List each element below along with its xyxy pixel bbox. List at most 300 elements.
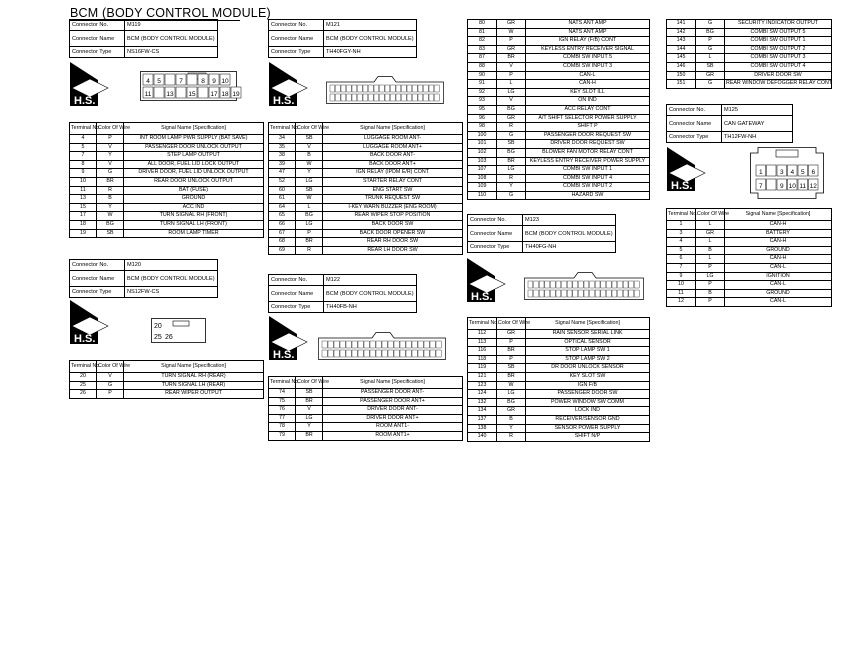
terminal-no: 8 (70, 160, 97, 169)
pin-cell (612, 281, 617, 288)
terminal-no: 25 (70, 381, 97, 390)
pin-cell (340, 341, 345, 348)
hs-badge (467, 258, 523, 302)
wire-color: W (296, 160, 323, 169)
header-terminal-no: Terminal No. (269, 377, 296, 389)
pin-cell (322, 341, 327, 348)
signal-name: I-KEY WARN BUZZER (ENG ROOM) (323, 203, 463, 212)
table-row (468, 148, 650, 157)
pin-cell (429, 85, 434, 92)
pin-label: 11 (799, 183, 807, 190)
table-row (468, 131, 650, 140)
wire-color: BG (97, 220, 124, 229)
terminal-no: 150 (667, 71, 696, 80)
header-terminal-no: Terminal No. (269, 123, 296, 135)
wire-color: SB (497, 364, 526, 373)
table-row (667, 272, 832, 281)
pin-cell (388, 341, 393, 348)
signal-name: OPTICAL SENSOR (526, 338, 650, 347)
pin-label: 18 (221, 91, 229, 98)
table-row (468, 338, 650, 347)
table-row (70, 186, 264, 195)
pin-cell (556, 290, 561, 297)
terminal-no: 47 (269, 169, 296, 178)
pin-cell (165, 74, 175, 85)
pin-cell (573, 281, 578, 288)
signal-name: DRIVER DOOR ANT- (323, 406, 463, 415)
label-connector-type: Connector Type (70, 287, 125, 298)
pin-cell (376, 341, 381, 348)
wire-color: GR (696, 229, 725, 238)
pin-cell (198, 87, 208, 98)
header-signal-name: Signal Name [Specification] (124, 123, 264, 135)
terminal-no: 118 (468, 355, 497, 364)
wire-color: R (497, 123, 526, 132)
terminal-no: 69 (269, 246, 296, 255)
wire-color: BR (296, 238, 323, 247)
header-terminal-no: Terminal No. (468, 318, 497, 330)
pin-cell (154, 87, 164, 98)
pin-cell (352, 85, 357, 92)
signal-name: BAT (FUSE) (124, 186, 264, 195)
terminal-no: 19 (70, 229, 97, 238)
pin-cell (606, 281, 611, 288)
wire-color: V (296, 143, 323, 152)
table-row (70, 390, 264, 399)
connector-type: TH40FG-NH (523, 242, 616, 253)
pin-cell (391, 94, 396, 101)
pin-cell (634, 290, 639, 297)
terminal-no: 64 (269, 203, 296, 212)
signal-name: PASSENGER DOOR ANT+ (323, 397, 463, 406)
signal-name: BATTERY (725, 229, 832, 238)
signal-name: PASSENGER DOOR UNLOCK OUTPUT (124, 143, 264, 152)
terminal-no: 68 (269, 238, 296, 247)
terminal-no: 12 (667, 298, 696, 307)
table-row (667, 229, 832, 238)
pin-cell (407, 85, 412, 92)
table-row (70, 169, 264, 178)
signal-name: COMBI SW INPUT 2 (526, 183, 650, 192)
wire-color: R (97, 186, 124, 195)
terminal-no: 116 (468, 347, 497, 356)
terminal-no: 88 (468, 62, 497, 71)
signal-name: RAIN SENSOR SERIAL LINK (526, 330, 650, 339)
terminal-no: 7 (70, 152, 97, 161)
table-row (269, 220, 463, 229)
wire-color: LG (497, 88, 526, 97)
signal-name: PASSENGER DOOR REQUEST SW (526, 131, 650, 140)
table-row (468, 183, 650, 192)
pin-cell (601, 290, 606, 297)
signal-name: CAN-L (725, 281, 832, 290)
pin-cell (590, 281, 595, 288)
signal-name: COMBI SW INPUT 4 (526, 174, 650, 183)
wire-color: LG (296, 177, 323, 186)
terminal-no: 35 (269, 143, 296, 152)
signal-name: COMBI SW INPUT 5 (526, 54, 650, 63)
pin-cell (352, 341, 357, 348)
pin-cell (346, 341, 351, 348)
label-connector-type: Connector Type (70, 47, 125, 58)
terminal-no: 140 (468, 433, 497, 442)
signal-name: REAR WIPER STOP POSITION (323, 212, 463, 221)
pin-cell (413, 85, 418, 92)
terminal-no: 76 (269, 406, 296, 415)
pin-cell (629, 281, 634, 288)
terminal-no: 109 (468, 183, 497, 192)
pin-cell (330, 94, 335, 101)
connector-type: NS16FW-CS (125, 47, 218, 58)
pin-cell (578, 290, 583, 297)
connector-name: BCM (BODY CONTROL MODULE) (324, 31, 417, 47)
connector-name: BCM (BODY CONTROL MODULE) (523, 226, 616, 242)
connector-face-m120 (151, 318, 206, 343)
table-row (468, 114, 650, 123)
wire-color: BR (97, 177, 124, 186)
terminal-no: 9 (70, 169, 97, 178)
pin-label: 9 (779, 183, 784, 190)
table-row (468, 37, 650, 46)
wire-color: GR (497, 330, 526, 339)
wire-color: G (696, 20, 725, 29)
pin-cell (176, 87, 186, 98)
wire-color: SB (296, 135, 323, 144)
signal-name: A/T SHIFT SELECTOR POWER SUPPLY (526, 114, 650, 123)
terminal-no: 98 (468, 123, 497, 132)
table-row (468, 381, 650, 390)
table-row (667, 20, 832, 29)
table-row (468, 20, 650, 29)
table-row (667, 62, 832, 71)
wire-color: BR (497, 347, 526, 356)
pin-cell (322, 350, 327, 357)
pin-cell (402, 85, 407, 92)
terminal-no: 10 (70, 177, 97, 186)
pin-label: 26 (165, 334, 173, 341)
table-row (468, 372, 650, 381)
terminal-no: 112 (468, 330, 497, 339)
pin-cell (430, 341, 435, 348)
wire-color: P (296, 229, 323, 238)
pin-cell (358, 85, 363, 92)
label-connector-name: Connector Name (667, 116, 722, 132)
pin-cell (334, 341, 339, 348)
table-row (468, 424, 650, 433)
pin-cell (424, 350, 429, 357)
pin-cell (330, 85, 335, 92)
signal-table-m123 (467, 317, 650, 442)
pin-cell (412, 341, 417, 348)
wire-color: BG (497, 148, 526, 157)
wire-color: BR (296, 397, 323, 406)
signal-name: KEYLESS ENTRY RECEIVER POWER SUPPLY (526, 157, 650, 166)
pin-cell (336, 94, 341, 101)
wire-color: BR (497, 54, 526, 63)
hs-label: H.S. (671, 180, 693, 192)
wire-color: Y (497, 424, 526, 433)
wire-color: B (97, 195, 124, 204)
table-row (468, 123, 650, 132)
signal-name: GROUND (124, 195, 264, 204)
signal-name: SHIFT N/P (526, 433, 650, 442)
terminal-no: 145 (667, 54, 696, 63)
wire-color: LG (296, 414, 323, 423)
signal-name: ACC IND (124, 203, 264, 212)
pin-cell (584, 290, 589, 297)
wire-color: P (696, 37, 725, 46)
terminal-no: 15 (70, 203, 97, 212)
connector-face-m121 (326, 76, 444, 104)
wire-color: BR (497, 157, 526, 166)
pin-cell (623, 290, 628, 297)
connector-info-m121 (268, 19, 417, 58)
table-row (70, 135, 264, 144)
wire-color: R (296, 246, 323, 255)
pin-cell (539, 281, 544, 288)
pin-cell (528, 290, 533, 297)
table-row (667, 71, 832, 80)
pin-cell (369, 94, 374, 101)
signal-name: BACK DOOR ANT- (323, 152, 463, 161)
hs-label: H.S. (273, 95, 295, 107)
pin-label: 11 (144, 91, 152, 98)
pin-cell (595, 290, 600, 297)
terminal-no: 137 (468, 415, 497, 424)
hs-badge (667, 147, 723, 191)
connector-type: TH40FGY-NH (324, 47, 417, 58)
pin-cell (369, 85, 374, 92)
terminal-no: 110 (468, 191, 497, 200)
pin-cell (380, 94, 385, 101)
signal-name: COMBI SW OUTPUT 1 (725, 37, 832, 46)
signal-name: IGN RELAY (F/B) CONT (526, 37, 650, 46)
wire-color: P (497, 71, 526, 80)
signal-table-m122 (268, 376, 463, 441)
connector-name: CAN GATEWAY (722, 116, 793, 132)
pin-cell (382, 350, 387, 357)
hs-label: H.S. (273, 349, 295, 361)
pin-cell (336, 85, 341, 92)
header-signal-name: Signal Name [Specification] (323, 123, 463, 135)
terminal-no: 107 (468, 166, 497, 175)
terminal-no: 78 (269, 423, 296, 432)
signal-table-m119 (69, 122, 264, 238)
table-row (468, 80, 650, 89)
signal-name: DR DOOR UNLOCK SENSOR (526, 364, 650, 373)
terminal-no: 39 (269, 160, 296, 169)
pin-cell (435, 85, 440, 92)
wire-color: P (97, 135, 124, 144)
terminal-no: 61 (269, 195, 296, 204)
connector-no: M121 (324, 20, 417, 31)
pin-cell (347, 94, 352, 101)
pin-label: 5 (800, 169, 805, 176)
signal-name: COMBI SW OUTPUT 5 (725, 28, 832, 37)
pin-cell (550, 290, 555, 297)
signal-name: COMBI SW INPUT 3 (526, 62, 650, 71)
hs-badge (70, 300, 126, 344)
label-connector-no: Connector No. (468, 215, 523, 226)
pin-cell (623, 281, 628, 288)
table-row (70, 160, 264, 169)
signal-name: BACK DOOR ANT+ (323, 160, 463, 169)
pin-cell (545, 290, 550, 297)
label-connector-name: Connector Name (269, 286, 324, 302)
pin-cell (347, 85, 352, 92)
pin-cell (394, 350, 399, 357)
table-row (468, 62, 650, 71)
table-row (468, 71, 650, 80)
wire-color: W (97, 212, 124, 221)
table-row (269, 160, 463, 169)
pin-label: 15 (188, 91, 196, 98)
signal-name: IGN RELAY (IPDM E/R) CONT (323, 169, 463, 178)
signal-name: TRUNK REQUEST SW (323, 195, 463, 204)
table-row (70, 195, 264, 204)
table-row (269, 431, 463, 440)
pin-cell (385, 94, 390, 101)
wire-color: G (497, 191, 526, 200)
terminal-no: 18 (70, 220, 97, 229)
terminal-no: 108 (468, 174, 497, 183)
pin-cell (364, 350, 369, 357)
pin-cell (358, 94, 363, 101)
hs-label: H.S. (74, 333, 96, 345)
signal-name: BACK DOOR OPENER SW (323, 229, 463, 238)
label-connector-no: Connector No. (70, 20, 125, 31)
pin-cell (606, 290, 611, 297)
hs-label: H.S. (471, 291, 493, 303)
table-row (468, 97, 650, 106)
pin-cell (363, 85, 368, 92)
wire-color: G (696, 45, 725, 54)
pin-cell (562, 290, 567, 297)
table-row (667, 281, 832, 290)
terminal-no: 60 (269, 186, 296, 195)
signal-name: CAN-H (725, 221, 832, 230)
wire-color: B (296, 152, 323, 161)
table-row (269, 169, 463, 178)
signal-table-m120 (69, 360, 264, 399)
terminal-no: 10 (667, 281, 696, 290)
table-row (468, 364, 650, 373)
wire-color: L (696, 54, 725, 63)
terminal-no: 92 (468, 88, 497, 97)
pin-cell (396, 85, 401, 92)
table-row (70, 373, 264, 382)
signal-name: POWER WINDOW SW COMM (526, 398, 650, 407)
terminal-no: 74 (269, 389, 296, 398)
table-row (70, 229, 264, 238)
pin-label: 9 (212, 78, 216, 85)
pin-cell (424, 94, 429, 101)
wire-color: G (97, 169, 124, 178)
signal-table-m123-continued (467, 19, 650, 200)
signal-name: CAN-L (725, 298, 832, 307)
pin-cell (400, 341, 405, 348)
terminal-no: 93 (468, 97, 497, 106)
wire-color: BR (497, 372, 526, 381)
terminal-no: 119 (468, 364, 497, 373)
pin-cell (412, 350, 417, 357)
pin-cell (545, 281, 550, 288)
pin-cell (382, 341, 387, 348)
terminal-no: 141 (667, 20, 696, 29)
connector-face-m123 (524, 272, 644, 300)
wire-color: GR (696, 71, 725, 80)
header-signal-name: Signal Name [Specification] (124, 361, 264, 373)
pin-cell (413, 94, 418, 101)
pin-label: 12 (809, 183, 817, 190)
signal-name: TURN SIGNAL LH (FRONT) (124, 220, 264, 229)
table-row (468, 174, 650, 183)
table-row (269, 423, 463, 432)
table-row (468, 54, 650, 63)
connector-info-m125 (666, 104, 793, 143)
wire-color: P (497, 37, 526, 46)
pin-cell (380, 85, 385, 92)
table-row (468, 355, 650, 364)
pin-label: 19 (232, 91, 240, 98)
wire-color: GR (497, 114, 526, 123)
wire-color: LG (696, 272, 725, 281)
signal-name: COMBI SW OUTPUT 3 (725, 54, 832, 63)
terminal-no: 5 (667, 246, 696, 255)
header-wire-color: Color Of Wire (97, 361, 124, 373)
signal-name: SENSOR POWER SUPPLY (526, 424, 650, 433)
terminal-no: 9 (667, 272, 696, 281)
table-row (468, 140, 650, 149)
signal-name: STEP LAMP OUTPUT (124, 152, 264, 161)
connector-type: NS12FW-CS (125, 287, 218, 298)
signal-name: CAN-L (526, 71, 650, 80)
signal-name: KEY SLOT SW (526, 372, 650, 381)
pin-cell (374, 85, 379, 92)
table-row (667, 54, 832, 63)
terminal-no: 100 (468, 131, 497, 140)
terminal-no: 26 (70, 390, 97, 399)
table-row (269, 177, 463, 186)
wire-color: Y (97, 203, 124, 212)
pin-label: 1 (758, 169, 763, 176)
signal-name: REAR RH DOOR SW (323, 238, 463, 247)
pin-cell (358, 350, 363, 357)
wire-color: SB (97, 229, 124, 238)
wire-color: V (296, 406, 323, 415)
signal-table-m124-continued (666, 19, 832, 89)
wire-color: SB (296, 389, 323, 398)
signal-name: ROOM ANT1+ (323, 431, 463, 440)
page-title: BCM (BODY CONTROL MODULE) (70, 6, 271, 20)
connector-info-m119 (69, 19, 218, 58)
signal-name: SECURITY INDICATOR OUTPUT (725, 20, 832, 29)
pin-cell (612, 290, 617, 297)
wire-color: BG (497, 105, 526, 114)
pin-cell (556, 281, 561, 288)
wire-color: L (696, 238, 725, 247)
terminal-no: 151 (667, 80, 696, 89)
signal-name: DRIVER DOOR ANT+ (323, 414, 463, 423)
pin-cell (430, 350, 435, 357)
terminal-no: 123 (468, 381, 497, 390)
label-connector-no: Connector No. (269, 20, 324, 31)
pin-cell (340, 350, 345, 357)
wire-color: P (497, 355, 526, 364)
header-wire-color: Color Of Wire (497, 318, 526, 330)
signal-name: ROOM ANT1- (323, 423, 463, 432)
signal-name: STARTER RELAY CONT (323, 177, 463, 186)
